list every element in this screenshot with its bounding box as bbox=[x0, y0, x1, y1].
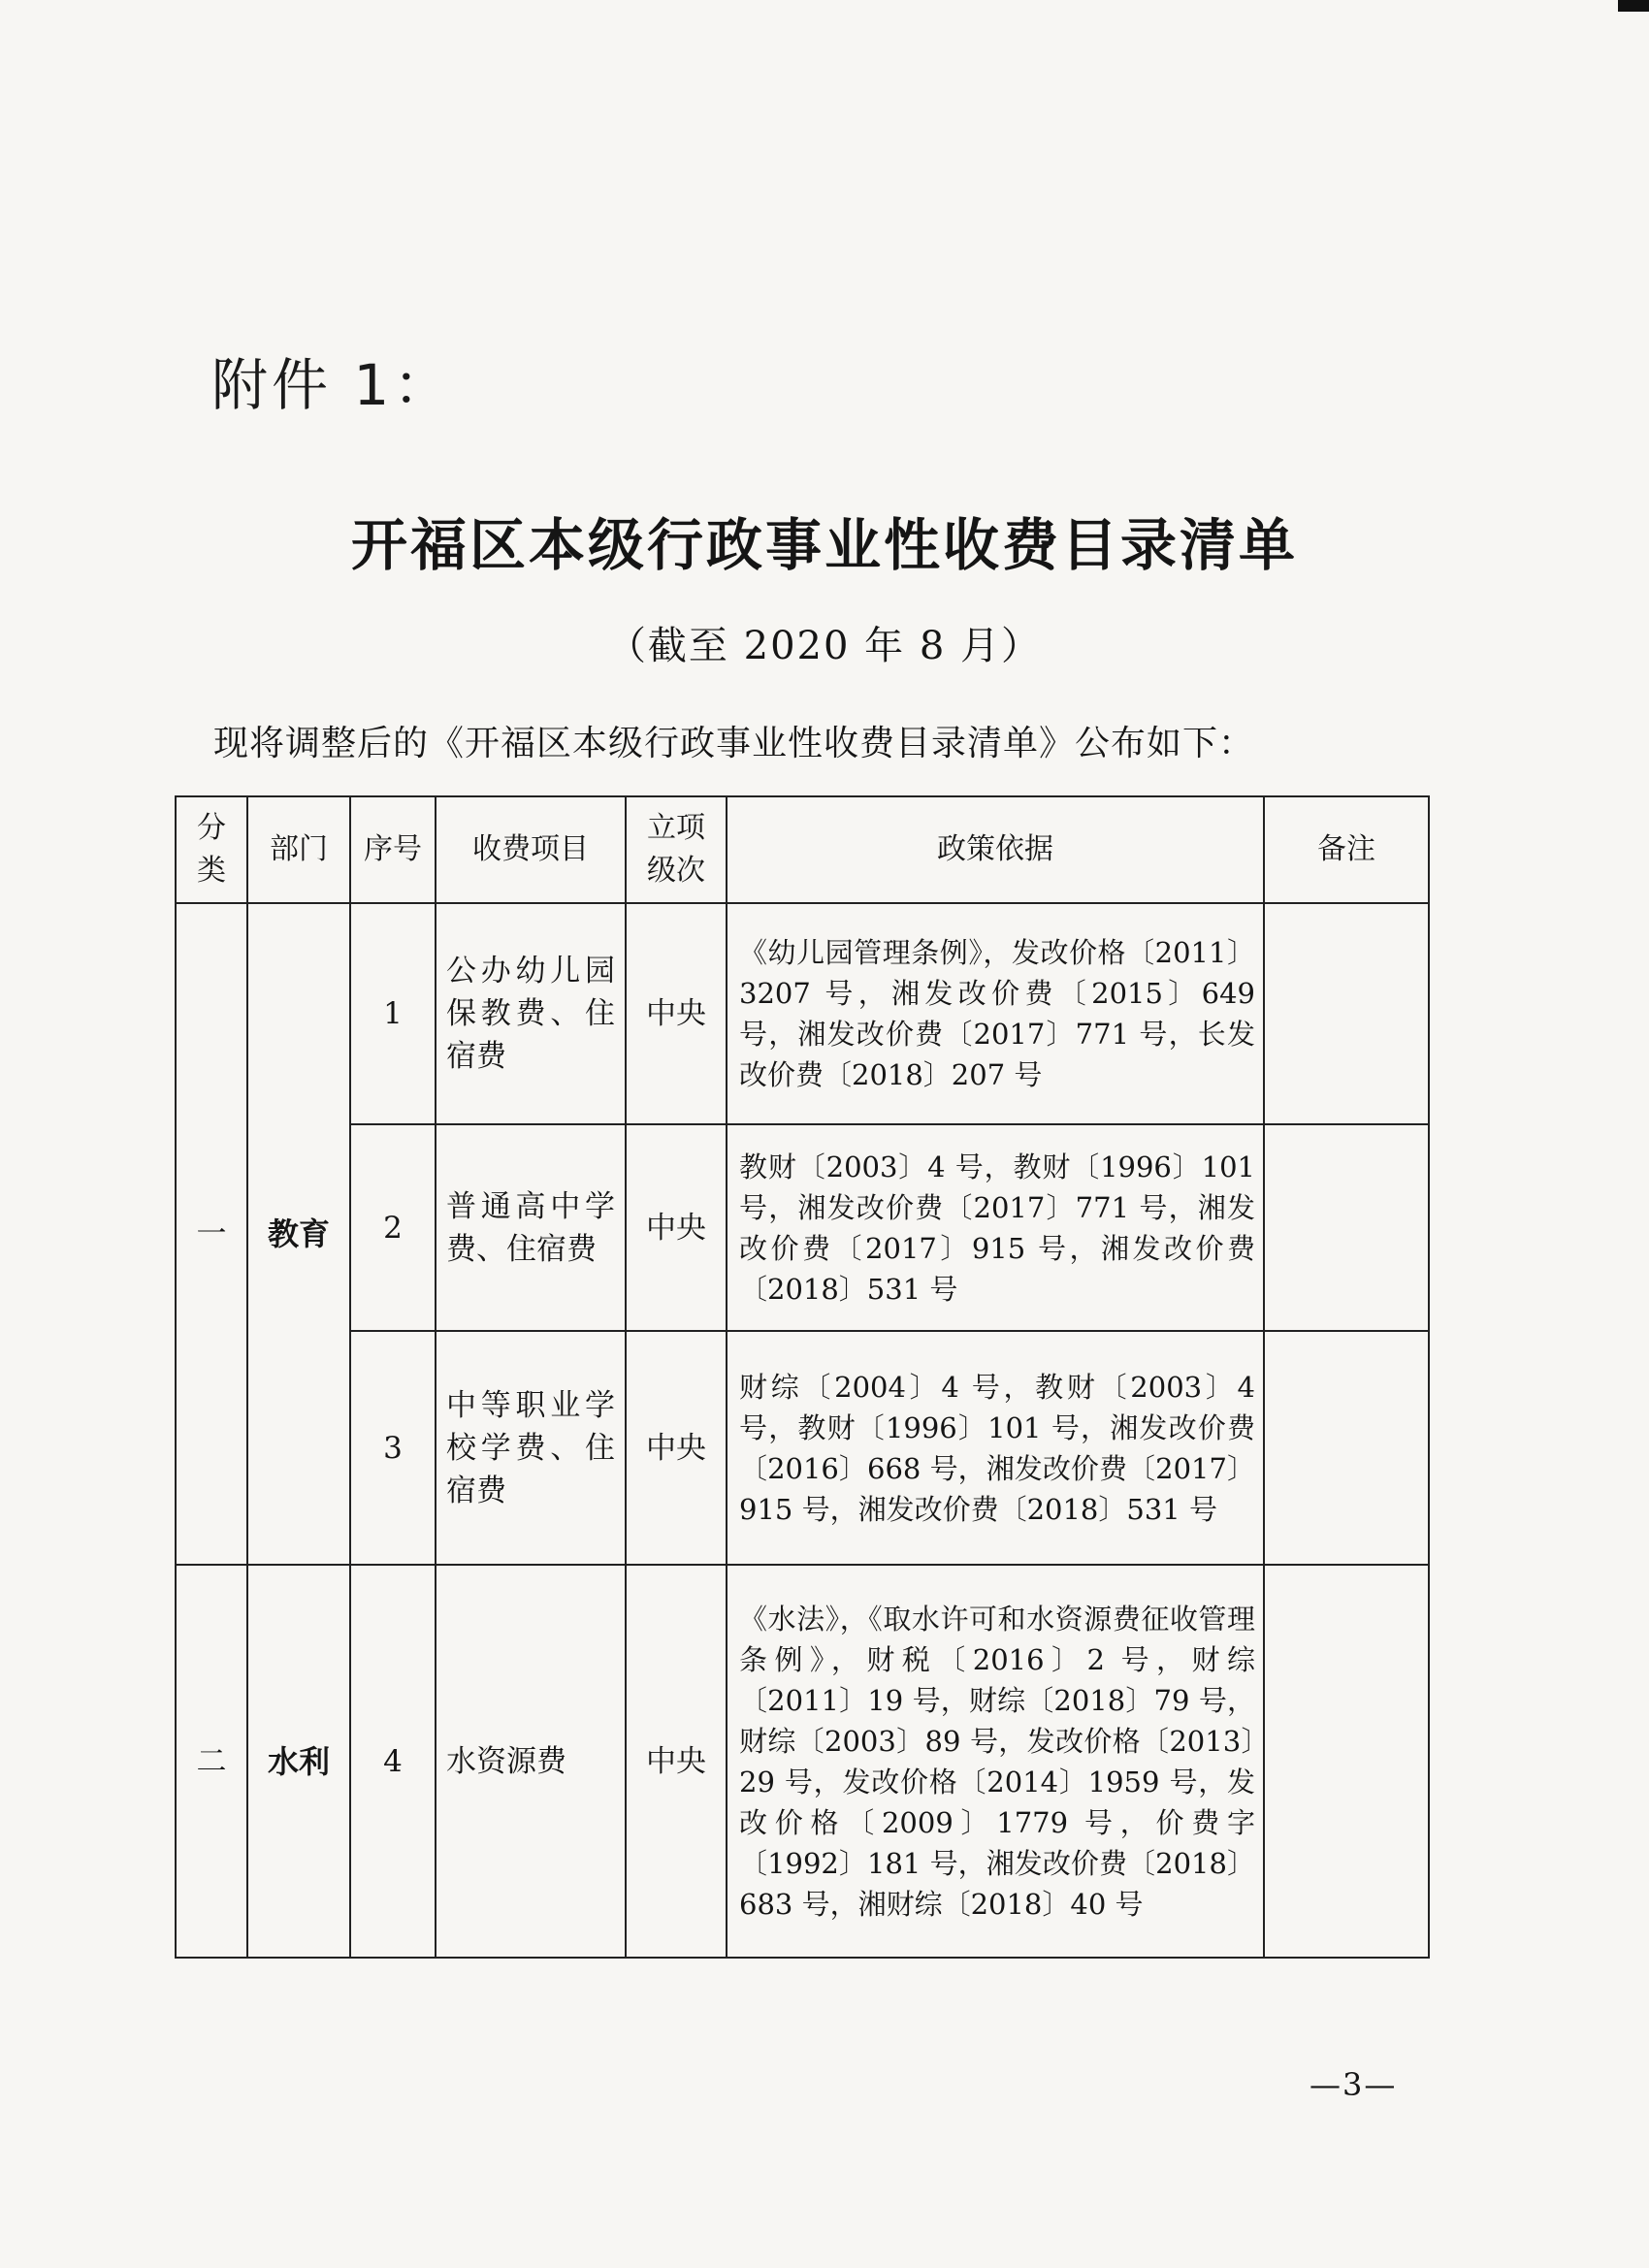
seq-cell: 2 bbox=[350, 1124, 436, 1331]
intro-paragraph: 现将调整后的《开福区本级行政事业性收费目录清单》公布如下： bbox=[213, 724, 1255, 763]
item-cell: 中等职业学校学费、住宿费 bbox=[436, 1331, 626, 1565]
department-cell: 教育 bbox=[247, 903, 350, 1565]
seq-cell: 4 bbox=[350, 1565, 436, 1958]
document-title: 开福区本级行政事业性收费目录清单 bbox=[350, 512, 1298, 578]
fee-catalog-table bbox=[175, 795, 1430, 1959]
remark-cell bbox=[1264, 1331, 1429, 1565]
table-header-row bbox=[176, 796, 1429, 903]
level-cell: 中央 bbox=[626, 1565, 727, 1958]
table-row bbox=[176, 1331, 1429, 1565]
department-cell: 水利 bbox=[247, 1565, 350, 1958]
category-cell: 二 bbox=[176, 1565, 247, 1958]
table-row bbox=[176, 1565, 1429, 1958]
remark-cell bbox=[1264, 1565, 1429, 1958]
seq-cell: 1 bbox=[350, 903, 436, 1124]
remark-cell bbox=[1264, 903, 1429, 1124]
policy-cell: 财综〔2004〕4 号，教财〔2003〕4 号，教财〔1996〕101 号，湘发改价费〔2016〕668 号，湘发改价费〔2017〕915 号，湘发改价费〔2018〕531 号 bbox=[727, 1331, 1264, 1565]
level-cell: 中央 bbox=[626, 903, 727, 1124]
scan-edge-mark bbox=[1618, 0, 1649, 12]
policy-cell: 教财〔2003〕4 号，教财〔1996〕101 号，湘发改价费〔2017〕771 号，湘发改价费〔2017〕915 号，湘发改价费〔2018〕531 号 bbox=[727, 1124, 1264, 1331]
seq-cell: 3 bbox=[350, 1331, 436, 1565]
policy-cell: 《水法》，《取水许可和水资源费征收管理条例》，财税〔2016〕2 号，财综〔2011〕19 号，财综〔2018〕79 号，财综〔2003〕89 号，发改价格〔2013〕29 号，发改价格〔2014〕1959 号，发改价格〔2009〕1779 号，价费字〔1992〕181 号，湘发改价费〔2018〕683 号，湘财综〔2018〕40 号 bbox=[727, 1565, 1264, 1958]
category-cell: 一 bbox=[176, 903, 247, 1565]
item-cell: 普通高中学费、住宿费 bbox=[436, 1124, 626, 1331]
table-row bbox=[176, 1124, 1429, 1331]
page-number: —3— bbox=[1310, 2066, 1398, 2103]
header-remark: 备注 bbox=[1264, 796, 1429, 903]
item-cell: 水资源费 bbox=[436, 1565, 626, 1958]
header-level: 立项级次 bbox=[626, 796, 727, 903]
header-policy: 政策依据 bbox=[727, 796, 1264, 903]
header-category: 分类 bbox=[176, 796, 247, 903]
header-item: 收费项目 bbox=[436, 796, 626, 903]
document-subtitle: （截至 2020 年 8 月） bbox=[606, 624, 1043, 668]
attachment-label: 附件 1： bbox=[211, 352, 454, 418]
policy-cell: 《幼儿园管理条例》，发改价格〔2011〕3207 号，湘发改价费〔2015〕649 号，湘发改价费〔2017〕771 号，长发改价费〔2018〕207 号 bbox=[727, 903, 1264, 1124]
header-seq: 序号 bbox=[350, 796, 436, 903]
remark-cell bbox=[1264, 1124, 1429, 1331]
item-cell: 公办幼儿园保教费、住宿费 bbox=[436, 903, 626, 1124]
table-row bbox=[176, 903, 1429, 1124]
header-department: 部门 bbox=[247, 796, 350, 903]
level-cell: 中央 bbox=[626, 1331, 727, 1565]
level-cell: 中央 bbox=[626, 1124, 727, 1331]
